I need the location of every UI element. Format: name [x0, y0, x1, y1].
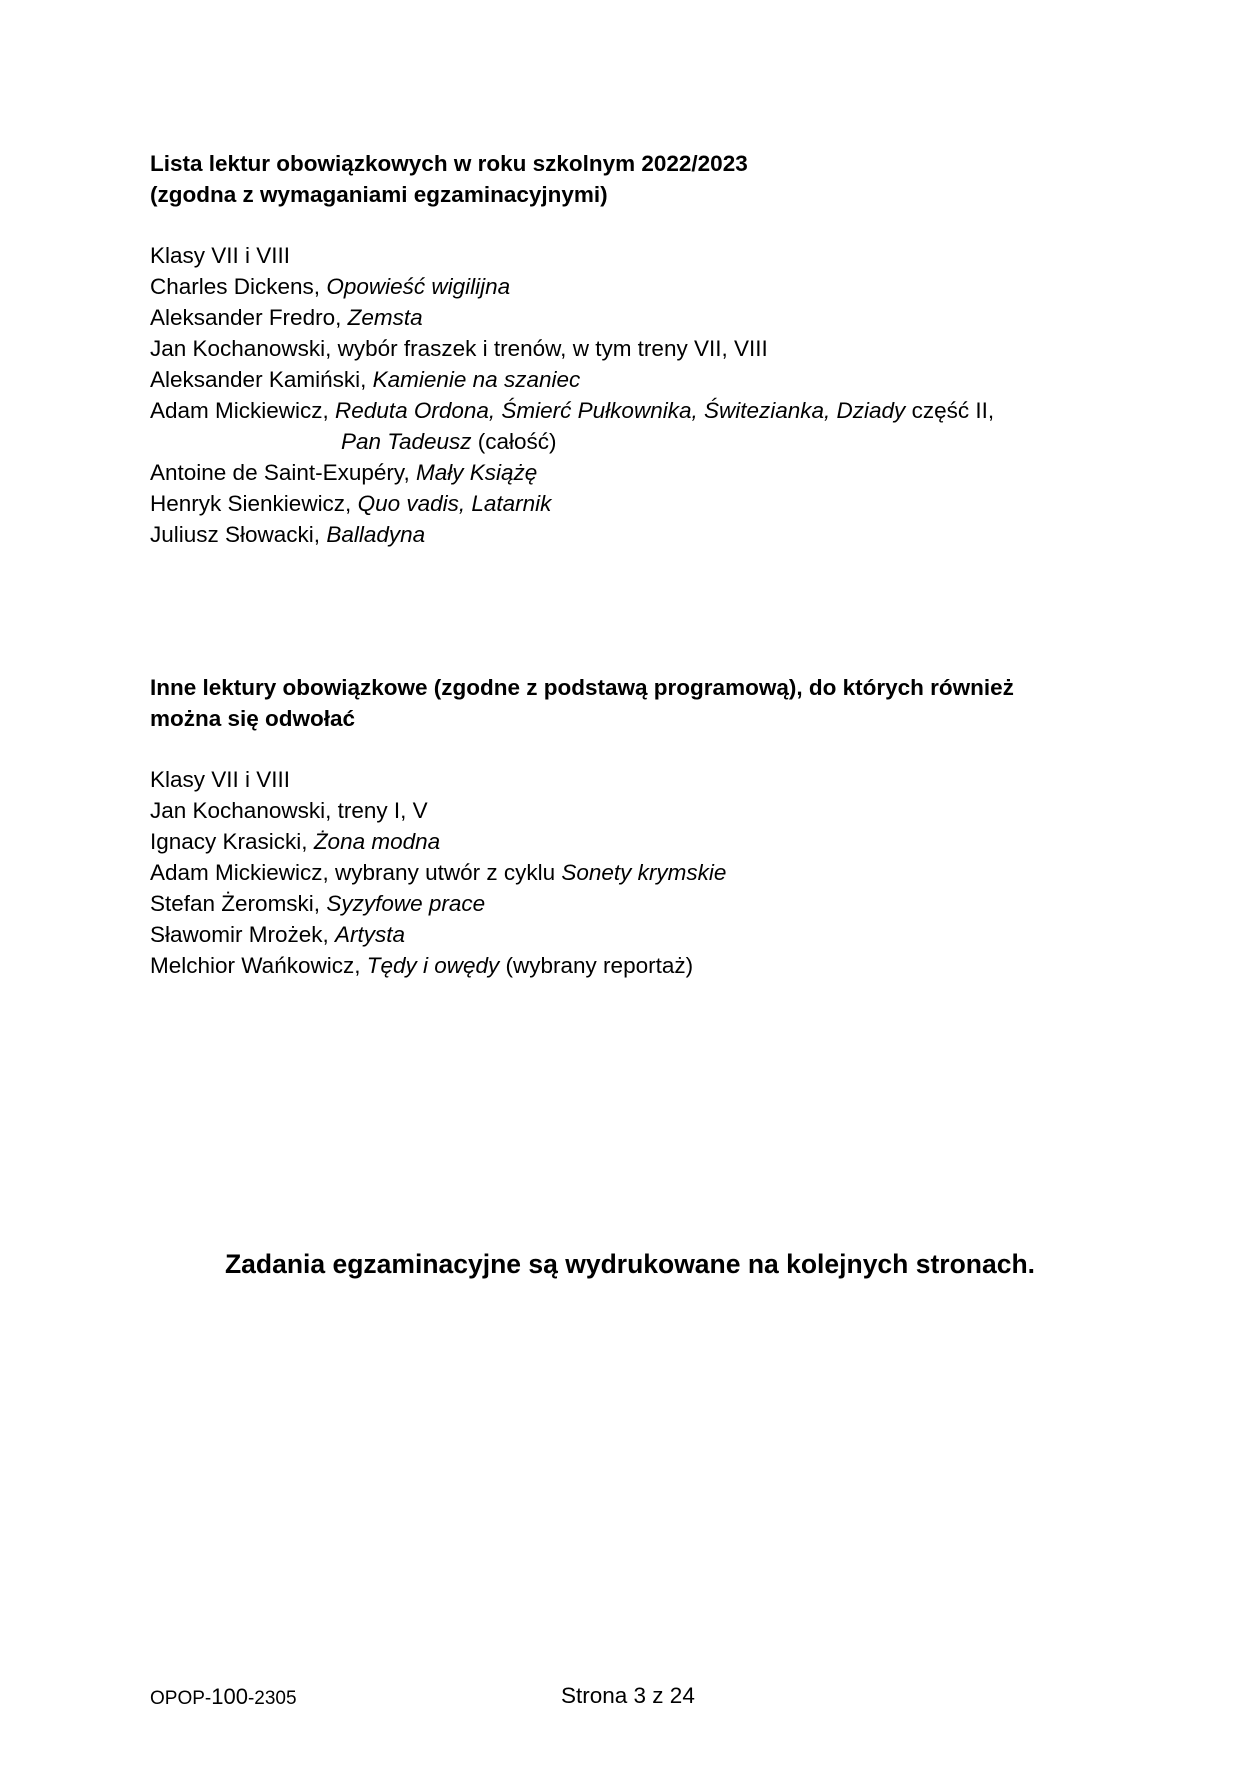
- list-item: Antoine de Saint-Exupéry, Mały Książę: [150, 460, 538, 485]
- footer-page-number: Strona 3 z 24: [561, 1683, 695, 1708]
- section1-heading-line2: (zgodna z wymaganiami egzaminacyjnymi): [150, 182, 608, 207]
- section2-class-label: Klasy VII i VIII: [150, 767, 291, 792]
- notice-text: Zadania egzaminacyjne są wydrukowane na kolejnych stronach.: [225, 1249, 1035, 1279]
- section1-class-label: Klasy VII i VIII: [150, 243, 291, 268]
- list-item: Charles Dickens, Opowieść wigilijna: [150, 274, 511, 299]
- list-item: Melchior Wańkowicz, Tędy i owędy (wybrany reportaż): [150, 953, 694, 978]
- section1-heading-line1: Lista lektur obowiązkowych w roku szkolnym 2022/2023: [150, 151, 748, 176]
- list-item: Jan Kochanowski, treny I, V: [150, 798, 428, 823]
- list-item: Juliusz Słowacki, Balladyna: [150, 522, 426, 547]
- section2-heading-line2: można się odwołać: [150, 706, 356, 731]
- list-item: Adam Mickiewicz, wybrany utwór z cyklu Sonety krymskie: [150, 860, 727, 885]
- section2-heading: [150, 672, 1130, 734]
- section1-reading-list: [150, 240, 1130, 550]
- list-item-continuation: Pan Tadeusz (całość): [341, 429, 557, 454]
- list-item: Ignacy Krasicki, Żona modna: [150, 829, 441, 854]
- list-item: Sławomir Mrożek, Artysta: [150, 922, 406, 947]
- list-item: Jan Kochanowski, wybór fraszek i trenów, w tym treny VII, VIII: [150, 336, 768, 361]
- list-item: Adam Mickiewicz, Reduta Ordona, Śmierć Pułkownika, Świtezianka, Dziady część II,: [150, 398, 995, 423]
- list-item: Stefan Żeromski, Syzyfowe prace: [150, 891, 486, 916]
- footer-exam-code: OPOP-100-2305: [150, 1684, 297, 1709]
- exam-tasks-notice: [0, 1247, 1260, 1281]
- section2-heading-line1: Inne lektury obowiązkowe (zgodne z podstawą programową), do których również: [150, 675, 1014, 700]
- section2-reading-list: [150, 764, 1130, 981]
- list-item: Henryk Sienkiewicz, Quo vadis, Latarnik: [150, 491, 552, 516]
- section1-heading: [150, 148, 1130, 210]
- list-item: Aleksander Kamiński, Kamienie na szaniec: [150, 367, 581, 392]
- list-item: Aleksander Fredro, Zemsta: [150, 305, 423, 330]
